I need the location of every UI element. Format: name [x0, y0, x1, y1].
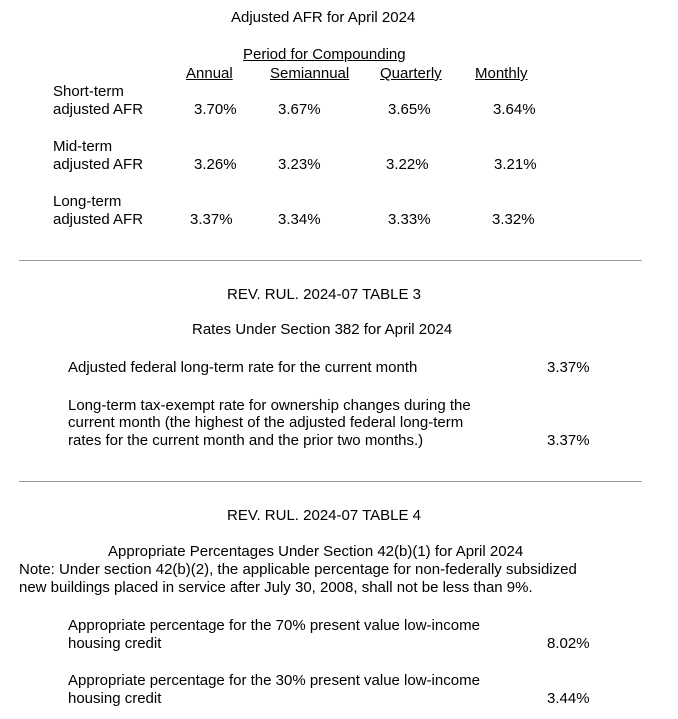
period-header: Period for Compounding: [243, 46, 406, 63]
table4-item-1-value: 8.02%: [547, 635, 590, 652]
row-label-short-term: Short-term: [53, 83, 124, 100]
long-term-monthly-value: 3.32%: [492, 211, 535, 228]
column-header-monthly: Monthly: [475, 65, 528, 82]
table4-item-2-text-line1: Appropriate percentage for the 30% present value low-income: [68, 672, 480, 689]
table3-item-1-value: 3.37%: [547, 359, 590, 376]
table3-item-2-text-line2: current month (the highest of the adjusted federal long-term: [68, 414, 464, 431]
row-label-short-term-line2: adjusted AFR: [53, 101, 144, 118]
table4-item-2-text-line2: housing credit: [68, 690, 162, 707]
table3-title: REV. RUL. 2024-07 TABLE 3: [227, 286, 422, 303]
mid-term-semiannual-value: 3.23%: [278, 156, 321, 173]
column-header-annual: Annual: [186, 65, 233, 82]
row-label-long-term: Long-term: [53, 193, 122, 210]
table3-item-2-text-line3: rates for the current month and the prior two months.): [68, 432, 424, 449]
row-label-long-term-line2: adjusted AFR: [53, 211, 144, 228]
short-term-monthly-value: 3.64%: [493, 101, 536, 118]
table3-item-2-text-line1: Long-term tax-exempt rate for ownership changes during the: [68, 397, 471, 414]
section-divider-2: [19, 481, 642, 482]
short-term-annual-value: 3.70%: [194, 101, 237, 118]
table4-item-1-text-line1: Appropriate percentage for the 70% present value low-income: [68, 617, 480, 634]
table4-note-line2: new buildings placed in service after July 30, 2008, shall not be less than 9%.: [19, 579, 533, 596]
table4-item-1-text-line2: housing credit: [68, 635, 162, 652]
column-header-semiannual: Semiannual: [270, 65, 350, 82]
table4-note-line1: Note: Under section 42(b)(2), the applicable percentage for non-federally subsidized: [19, 561, 577, 578]
table3-item-2-value: 3.37%: [547, 432, 590, 449]
table4-subtitle: Appropriate Percentages Under Section 42(b)(1) for April 2024: [108, 543, 524, 560]
afr-table-title: Adjusted AFR for April 2024: [231, 9, 416, 26]
mid-term-quarterly-value: 3.22%: [386, 156, 429, 173]
table3-subtitle: Rates Under Section 382 for April 2024: [192, 321, 453, 338]
long-term-semiannual-value: 3.34%: [278, 211, 321, 228]
short-term-quarterly-value: 3.65%: [388, 101, 431, 118]
table4-title: REV. RUL. 2024-07 TABLE 4: [227, 507, 422, 524]
row-label-mid-term-line2: adjusted AFR: [53, 156, 144, 173]
section-divider-1: [19, 260, 642, 261]
mid-term-annual-value: 3.26%: [194, 156, 237, 173]
mid-term-monthly-value: 3.21%: [494, 156, 537, 173]
table4-item-2-value: 3.44%: [547, 690, 590, 707]
short-term-semiannual-value: 3.67%: [278, 101, 321, 118]
table3-item-1-text: Adjusted federal long-term rate for the current month: [68, 359, 418, 376]
column-header-quarterly: Quarterly: [380, 65, 442, 82]
long-term-annual-value: 3.37%: [190, 211, 233, 228]
row-label-mid-term: Mid-term: [53, 138, 113, 155]
long-term-quarterly-value: 3.33%: [388, 211, 431, 228]
